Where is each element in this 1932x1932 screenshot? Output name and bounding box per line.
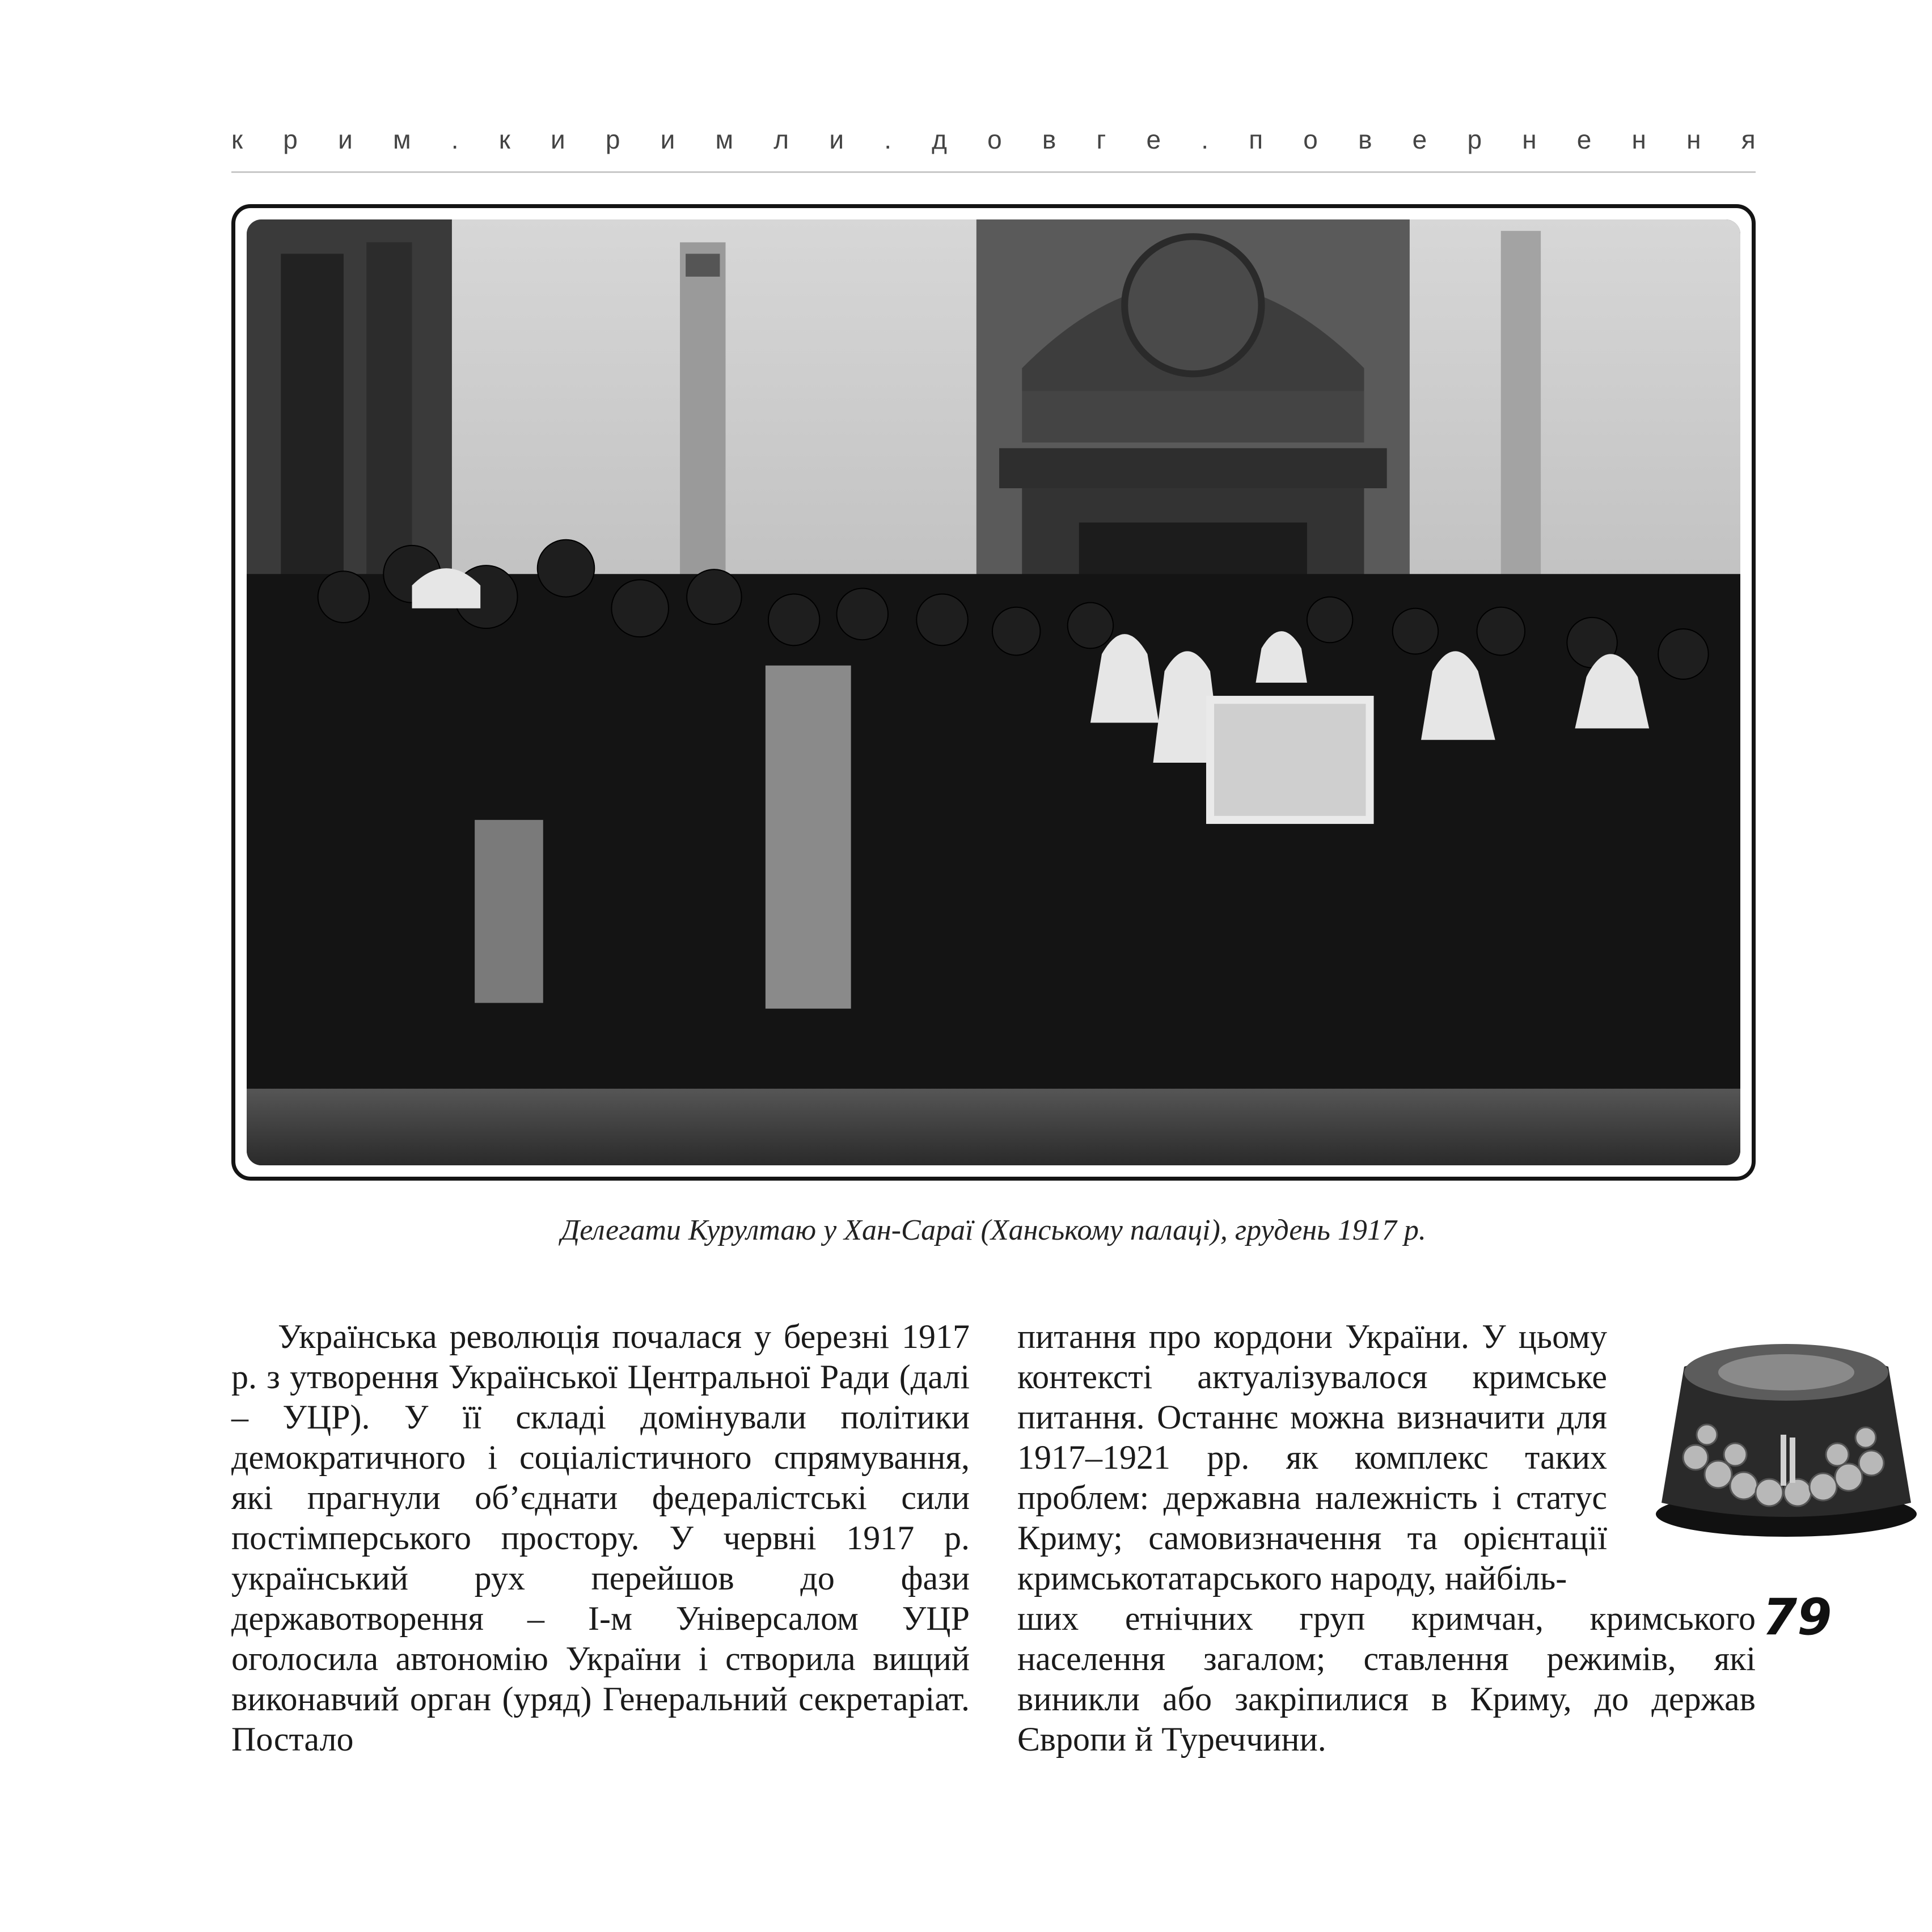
running-head-letter: к [498,125,510,154]
archival-photo [247,219,1740,1165]
running-head-letter: и [338,125,353,154]
page-number: 79 [1762,1588,1832,1646]
running-head-letter: н [1686,125,1701,154]
running-head-letter: е [1576,125,1592,154]
running-head-letter: е [1146,125,1161,154]
running-head-letter: . [884,125,891,154]
running-head [231,117,1756,162]
running-head-letter: м [392,125,411,154]
running-head-letter: к [231,125,243,154]
running-head-letter: м [715,125,734,154]
header-rule [231,171,1756,173]
running-head-letter: в [1042,125,1056,154]
photo-frame [231,204,1756,1181]
running-head-letter: и [550,125,565,154]
running-head-letter: р [605,125,620,154]
running-head-letter: л [773,125,789,154]
running-head-letter: п [1249,125,1263,154]
running-head-letter: д [932,125,947,154]
running-head-letter: н [1631,125,1646,154]
body-text-left-column: Українська революція почалася у березні 1917 р. з утворення Української Центральної Ради (далі – УЦР). У її складі домінували політики демократичного і соціалістичного спрямування, які прагнули об’єднати федералістські сили постімперського простору. У червні 1917 р. український рух перейшов до фази державотворення – І-м Універсалом УЦР оголосила автономію України і створила вищий виконавчий орган (уряд) Генеральний секретаріат. Постало [231,1318,970,1758]
fez-hat-with-coins-icon [1644,1327,1928,1542]
running-head-letter: и [829,125,844,154]
running-head-letter: г [1096,125,1106,154]
running-head-letter: е [1412,125,1427,154]
running-head-letter: о [987,125,1002,154]
running-head-letter: . [451,125,459,154]
running-head-letter: . [1201,125,1209,154]
body-text-right-column-bottom: ших етнічних груп кримчан, кримського населення загалом; ставлення режимів, які виникли або закріпилися в Криму, до держав Європи й Туреччини. [1017,1600,1756,1758]
running-head-letter: в [1358,125,1372,154]
body-text-right-column-top: питання про кордони України. У цьому контексті актуалізувалося кримське питання. Останнє можна визначити для 1917–1921 рр. як комплекс таких проблем: державна належність і статус Криму; самовизначення та орієнтації кримськотатарського народу, найбіль- [1017,1318,1607,1597]
photo-image-icon [247,219,1740,1165]
running-head-letter: р [283,125,298,154]
running-head-letter: и [660,125,675,154]
running-head-letter: н [1522,125,1537,154]
running-head-letter: о [1303,125,1318,154]
photo-caption: Делегати Курултаю у Хан-Сараї (Ханському палаці), грудень 1917 р. [561,1214,1426,1246]
running-head-letter: р [1467,125,1482,154]
running-head-letter: я [1741,125,1756,154]
